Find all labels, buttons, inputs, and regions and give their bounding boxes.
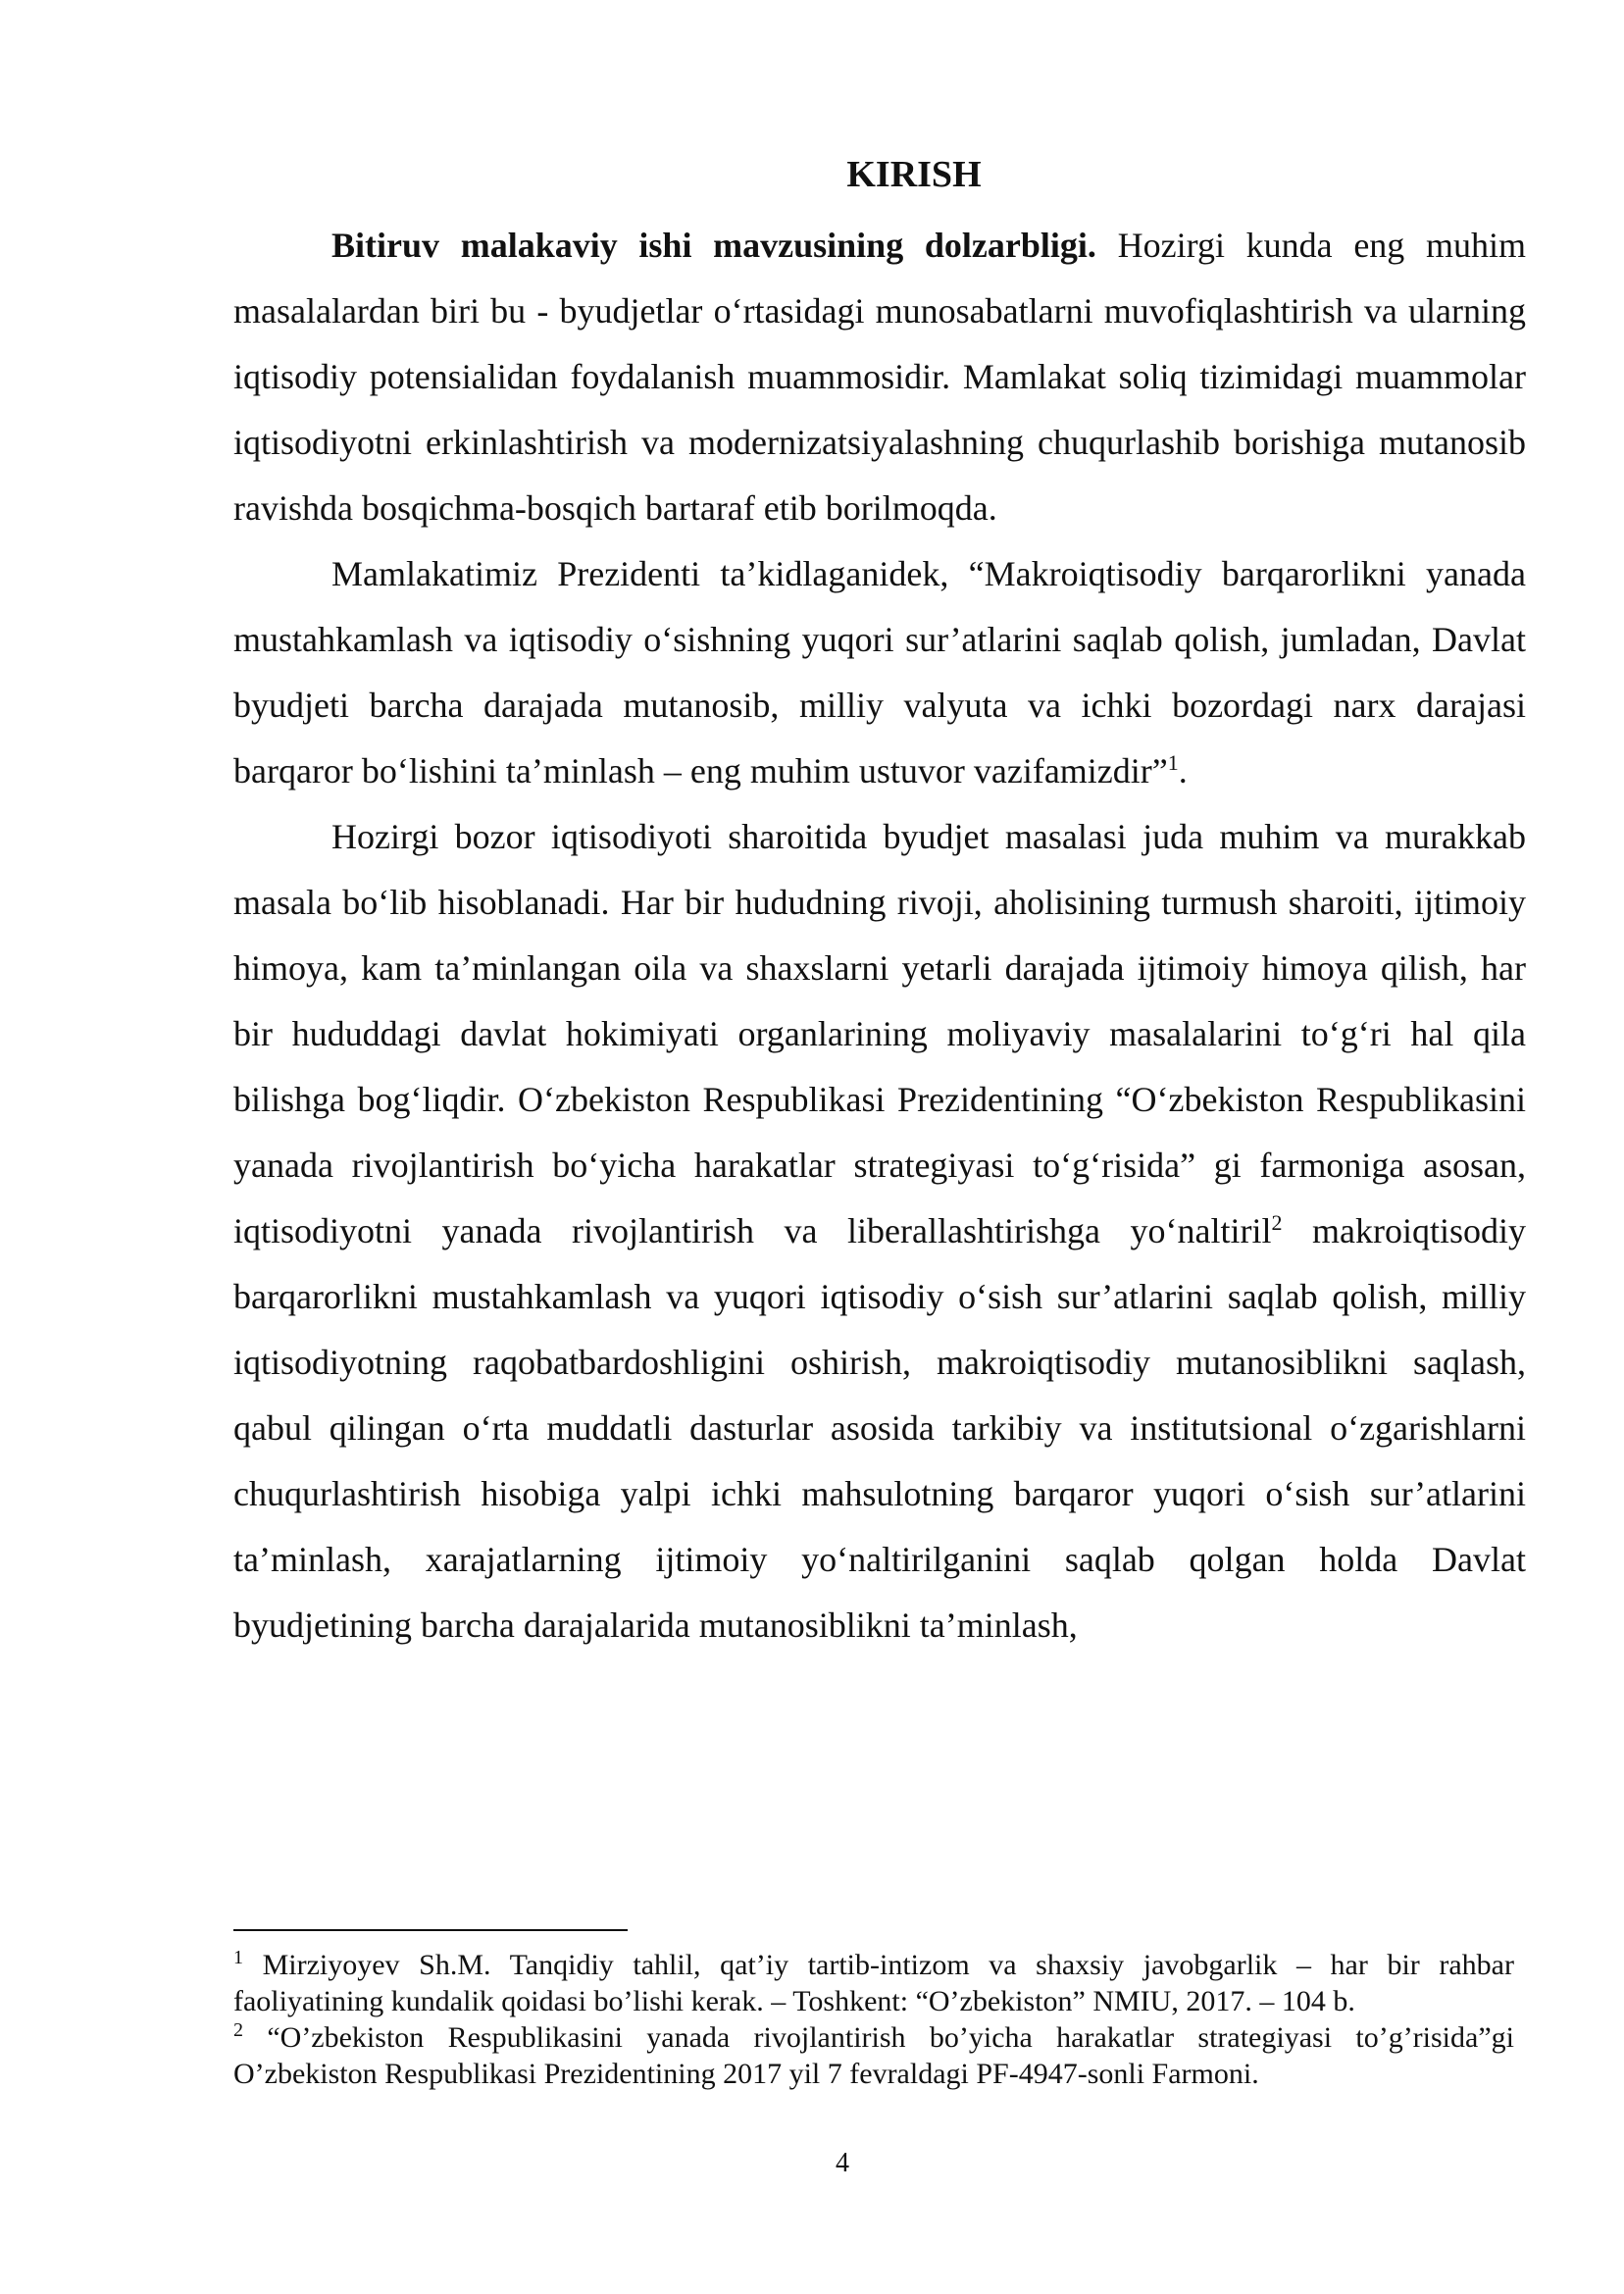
footnote-mark: 1 [233,1947,243,1968]
paragraph-relevance [233,213,1526,541]
footnote-text: Mirziyoyev Sh.M. Tanqidiy tahlil, qat’iy tartib-intizom va shaxsiy javobgarlik – har bir rahbar faoliyatining kundalik qoidasi bo’lishi kerak. – Toshkent: “O’zbekiston” NMIU, 2017. – 104 b. [233,1949,1514,2017]
paragraph-lead: Bitiruv malakaviy ishi mavzusining dolzarbligi. [331,226,1096,265]
footnote-text: “O’zbekiston Respublikasini yanada rivojlantirish bo’yicha harakatlar strategiyasi to’g’risida”gi O’zbekiston Respublikasi Prezidentining 2017 yil 7 fevraldagi PF-4947-sonli Farmoni. [233,2021,1514,2090]
page-number: 4 [836,2148,849,2178]
footnote-2 [233,2019,1514,2092]
paragraph-text: Hozirgi kunda eng muhim masalalardan biri bu - byudjetlar o‘rtasidagi munosabatlarni muvofiqlashtirish va ularning iqtisodiy potensialidan foydalanish muammosidir. Mamlakat soliq tizimidagi muammolar iqtisodiyotni erkinlashtirish va modernizatsiyalashning chuqurlashib borishiga mutanosib ravishda bosqichma-bosqich bartaraf etib borilmoqda. [233,226,1527,528]
paragraph-tail: . [1178,751,1188,790]
paragraph-text-a: Hozirgi bozor iqtisodiyoti sharoitida byudjet masalasi juda muhim va murakkab masala bo‘lib hisoblanadi. Har bir hududning rivoji, aholisining turmush sharoiti, ijtimoiy himoya, kam ta’minlangan oila va shaxslarni yetarli darajada ijtimoiy himoya qilish, har bir hududdagi davlat hokimiyati organlarining moliyaviy masalalarini to‘g‘ri hal qila bilishga bog‘liqdir. O‘zbekiston Respublikasi Prezidentining “O‘zbekiston Respublikasini yanada rivojlantirish bo‘yicha harakatlar strategiyasi to‘g‘risida” gi farmoniga asosan, iqtisodiyotni yanada rivojlantirish va liberallashtirishga yo‘naltiril [233,817,1526,1250]
footnote-1 [233,1947,1514,2019]
paragraph-president-quote [233,541,1526,804]
section-heading: KIRISH [846,154,982,195]
footnote-ref-2: 2 [1271,1210,1283,1235]
paragraph-budget [233,804,1526,1658]
footnote-ref-1: 1 [1167,750,1179,775]
footnotes [233,1947,1514,2092]
footnote-separator [233,1929,628,1931]
main-text [233,147,1526,1658]
paragraph-text: Mamlakatimiz Prezidenti ta’kidlaganidek, “Makroiqtisodiy barqarorlikni yanada mustahkamlash va iqtisodiy o‘sishning yuqori sur’atlarini saqlab qolish, jumladan, Davlat byudjeti barcha darajada mutanosib, milliy valyuta va ichki bozordagi narx darajasi barqaror bo‘lishini ta’minlash – eng muhim ustuvor vazifamizdir” [233,554,1526,790]
paragraph-text-b: makroiqtisodiy barqarorlikni mustahkamlash va yuqori iqtisodiy o‘sish sur’atlarini saqlab qolish, milliy iqtisodiyotning raqobatbardoshligini oshirish, makroiqtisodiy mutanosiblikni saqlash, qabul qilingan o‘rta muddatli dasturlar asosida tarkibiy va institutsional o‘zgarishlarni chuqurlashtirish hisobiga yalpi ichki mahsulotning barqaror yuqori o‘sish sur’atlarini ta’minlash, xarajatlarning ijtimoiy yo‘naltirilganini saqlab qolgan holda Davlat byudjetining barcha darajalarida mutanosiblikni ta’minlash, [233,1211,1526,1645]
footnote-mark: 2 [233,2019,243,2041]
